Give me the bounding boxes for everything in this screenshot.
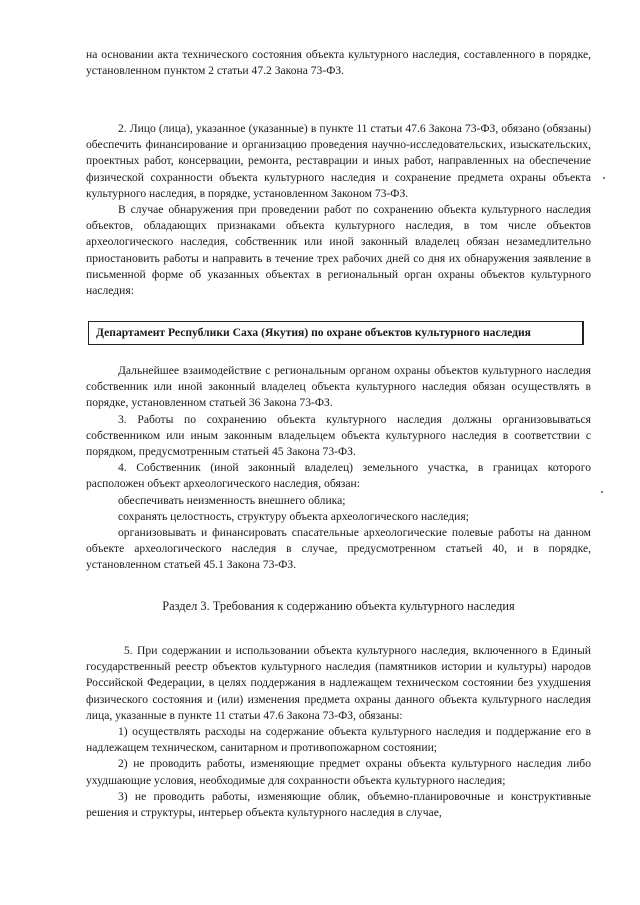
item-2: 2. Лицо (лица), указанное (указанные) в пункте 11 статьи 47.6 Закона 73-ФЗ, обязано (обязаны) обеспечить финансирование и организацию проведения научно-исследовательских, изыскательских, проектных работ, консервации, ремонта, реставрации и иных работ, направленных на обеспечение физической сохранности объекта культурного наследия и сохранение предмета охраны объекта культурного наследия, в порядке, установленном Законом 73-ФЗ. [86, 122, 591, 200]
top-fragment-block [86, 47, 591, 79]
item-4: 4. Собственник (иной законный владелец) земельного участка, в границах которого расположен объект археологического наследия, обязан: [86, 461, 591, 491]
items-3-4-block [86, 363, 591, 574]
authority-box: Департамент Республики Саха (Якутия) по охране объектов культурного наследия [88, 321, 584, 345]
item-3: 3. Работы по сохранению объекта культурного наследия должны организовываться собственником или иным законным владельцем объекта культурного наследия в соответствии с порядком, предусмотренным статьей 45 Закона 73-ФЗ. [86, 412, 591, 459]
item-5-3: 3) не проводить работы, изменяющие облик, объемно-планировочные и конструктивные решения и структуры, интерьер объекта культурного наследия в случае, [86, 789, 591, 820]
item5-block [86, 643, 591, 821]
item2-block [86, 121, 591, 299]
scan-speck [603, 177, 605, 179]
archaeology-paragraph: В случае обнаружения при проведении работ по сохранению объекта культурного наследия объектов, обладающих признаками объекта культурного наследия, в том числе объектов археологического наследия, собственник или иной законный владелец обязан незамедлительно приостановить работы и направить в течение трех рабочих дней со дня их обнаружения заявление в письменной форме об указанных объектах в региональный орган охраны объектов культурного наследия: [86, 203, 591, 298]
section-heading: Раздел 3. Требования к содержанию объекта культурного наследия [162, 599, 515, 613]
item-5-1: 1) осуществлять расходы на содержание объекта культурного наследия и поддержание его в надлежащем техническом, санитарном и противопожарном состоянии; [86, 725, 591, 755]
scan-speck [601, 491, 603, 493]
item-4-c: организовывать и финансировать спасательные археологические полевые работы на данном объекте археологического наследия в случае, предусмотренном статьей 40, и в порядке, установленном статьей 45.1 Закона 73-ФЗ. [86, 526, 591, 572]
item-4-b: сохранять целостность, структуру объекта археологического наследия; [118, 509, 469, 523]
item-5: 5. При содержании и использовании объекта культурного наследия, включенного в Единый государственный реестр объектов культурного наследия (памятников истории и культуры) народов Российской Федерации, в целях поддержания в надлежащем техническом состоянии без ухудшения физического состояния и (или) изменения предмета охраны данного объекта культурного наследия лица, указанные в пункте 11 статьи 47.6 Закона 73-ФЗ, обязаны: [86, 644, 591, 722]
top-fragment: на основании акта технического состояния объекта культурного наследия, составленного в порядке, установленном пунктом 2 статьи 47.2 Закона 73-ФЗ. [86, 48, 591, 78]
interaction-paragraph: Дальнейшее взаимодействие с региональным органом охраны объектов культурного наследия собственник или иной законный владелец объекта культурного наследия обязан осуществлять в порядке, установленном статьей 36 Закона 73-ФЗ. [86, 364, 591, 410]
item-4-a: обеспечивать неизменность внешнего облика; [118, 493, 346, 507]
item-5-2: 2) не проводить работы, изменяющие предмет охраны объекта культурного наследия либо ухудшающие условия, необходимые для сохранности объекта культурного наследия; [86, 757, 591, 787]
